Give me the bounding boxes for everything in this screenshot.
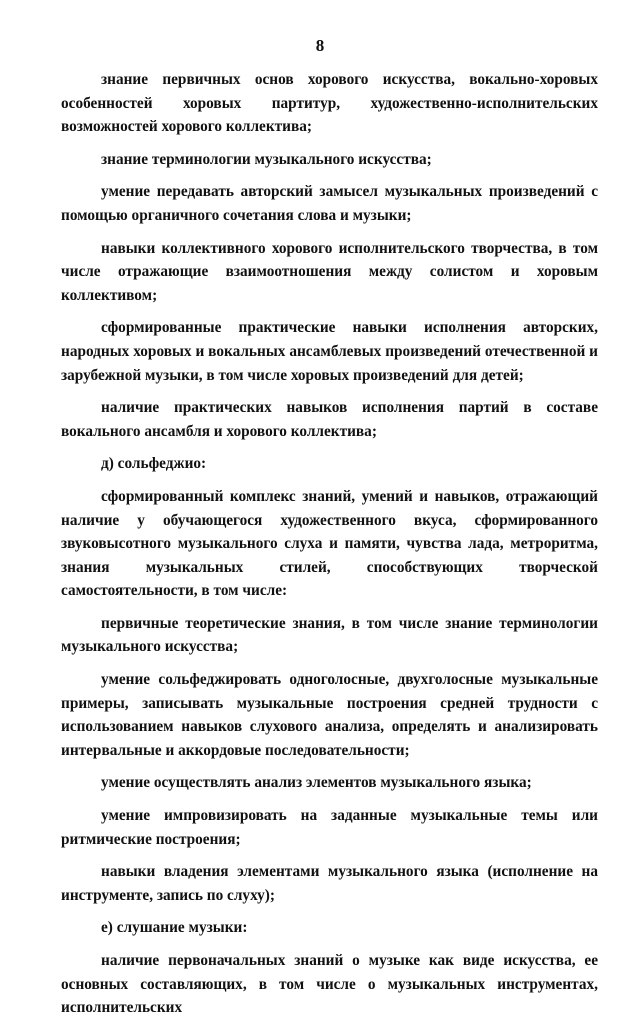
paragraph-choral-art-knowledge: знание первичных основ хорового искусства, вокально-хоровых особенностей хоровых партитур, художественно-исполнительских возможностей хорового коллектива;: [61, 71, 598, 136]
paragraph-collective-choral-skills: навыки коллективного хорового исполнительского творчества, в том числе отражающие взаимоотношения между солистом и хоровым коллективом;: [61, 239, 598, 304]
paragraph-analysis-skill: умение осуществлять анализ элементов музыкального языка;: [101, 774, 532, 792]
body-text: [61, 68, 598, 1020]
paragraph-music-language-skills: навыки владения элементами музыкального языка (исполнение на инструменте, запись по слуху);: [61, 863, 598, 904]
paragraph-theoretical-knowledge: первичные теоретические знания, в том числе знание терминологии музыкального искусства;: [61, 614, 598, 656]
paragraph-practical-performance-skills: сформированные практические навыки исполнения авторских, народных хоровых и вокальных ансамблевых произведений отечественной и зарубежной музыки, в том числе хоровых произведений для детей;: [61, 319, 598, 384]
paragraph-author-intent-skill: умение передавать авторский замысел музыкальных произведений с помощью органичного сочетания слова и музыки;: [61, 183, 598, 224]
section-heading-solfeggio: д) сольфеджио:: [101, 455, 207, 473]
paragraph-terminology-knowledge: знание терминологии музыкального искусства;: [101, 150, 432, 168]
paragraph-solfeggio-skills: умение сольфеджировать одноголосные, двухголосные музыкальные примеры, записывать музыкальные построения средней трудности с использованием навыков слухового анализа, определять и анализировать интервальные и аккордовые последовательности;: [61, 671, 598, 759]
paragraph-ensemble-parts-skills: наличие практических навыков исполнения партий в составе вокального ансамбля и хорового коллектива;: [61, 399, 598, 440]
page-number: 8: [315, 36, 325, 55]
paragraph-solfeggio-complex: сформированный комплекс знаний, умений и навыков, отражающий наличие у обучающегося художественного вкуса, сформированного звуковысотного музыкального слуха и памяти, чувства лада, метроритма, знания музыкальных стилей, способствующих творческой самостоятельности, в том числе:: [61, 487, 598, 600]
paragraph-improvisation-skill: умение импровизировать на заданные музыкальные темы или ритмические построения;: [61, 807, 598, 848]
section-heading-music-listening: е) слушание музыки:: [101, 919, 248, 937]
paragraph-initial-music-knowledge: наличие первоначальных знаний о музыке как виде искусства, ее основных составляющих, в том числе о музыкальных инструментах, исполнительских: [61, 952, 598, 1017]
